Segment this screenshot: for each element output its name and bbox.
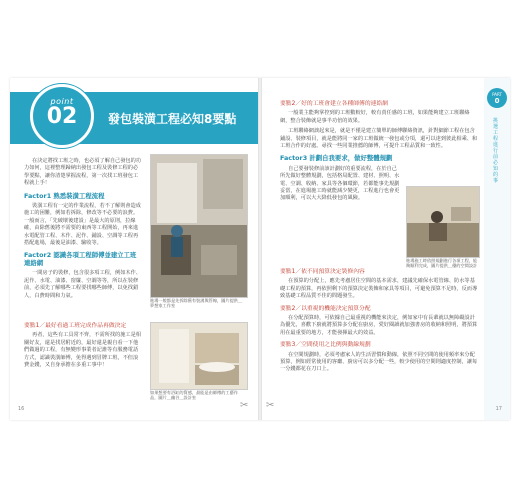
sub4-heading: 要點2／以重視的機能決定預算分配 [280,305,371,312]
worker-photo [406,186,480,258]
point-number: 02 [46,104,78,129]
bathroom-photo [150,322,248,390]
point-badge [30,84,94,148]
sub1-heading: 要點1／最好看過工班完成作品再做決定 [24,323,127,329]
scissors-icon: ✂ [240,400,249,411]
factor2-label: Factor2 [24,251,52,260]
book-spread [10,78,510,420]
intro-paragraph: 在決定將找工班之時，也必須了解自己發包的功力如何，這裡整理歸納出發包工程及裝修工程的必學要點，讓你清楚掌握流程，第一次找工班發包工程就上手！ [24,158,141,187]
page-title: 發包裝潢工程必知8要點 [108,112,237,126]
point-word: point [50,97,74,106]
factor1-paragraph: 裝潢工程有一定的作業流程，若不了解則會造成施工的困難，例如若拆除，修改等不必要的浪費。一般而言，「先破壞後建設」是最大的原則，拉線確，由除舊後將不需要的東西等工程開始，再來進水電配管工程、木作、泥作、鋪設、空調等工程再搭配進場，最後是油漆、驗收等。 [24,203,141,247]
factor3-heading [280,155,478,162]
sub1-block [24,318,142,369]
factor1-label: Factor1 [24,191,52,200]
sub2-paragraph-2: 工班聯絡網談起來是，就是不僅是建立簡單的師傅聯絡資訊，針對細節工程在包含鋪設、裝修項目，就是能將同一家的工班做統一發包或分項，還可以達到彼此相乘、和工班合作的好處。尋找一些同業推薦的師傅，可提升工程品質和一致性。 [280,128,478,150]
right-page [262,78,510,420]
bathroom-photo-image [151,323,247,389]
sub5-heading: 要點3／空間使用之比例與動線規劃 [280,342,371,349]
sub4-paragraph: 在分配預算時，可依據自己最重視的機能來決定，例如家中有長輩就以無障礙設計為優先，喜歡下廚就將預算多分配在廚房，愛好閱讀就加強書房的收納和照明，將預算用在最重要的地方，才能發揮最大的效益。 [280,315,478,336]
part-label: PART [492,92,502,97]
part-number: 0 [494,97,500,105]
sub3-paragraph: 在預算的分配上，應先考慮居住空間的基本需求，建議先確保水電管線、防水等基礎工程的預算，再依照剩下的預算決定裝飾和家具等項目，可避免預算不足時，反而導致基礎工程品質不佳的問題發生。 [280,278,478,300]
left-text-column [24,158,142,304]
factor2-heading [24,252,142,267]
factor2-paragraph: 一間房子的裝修，包含很多項工程，例如木作、泥作、水電、油漆、窗簾、空調等等，所以在裝修前，必須先了解哪些工程要找哪些師傅，以免找錯人，白費時間和力氣。 [24,270,141,299]
factor3-paragraph: 自己要發裝修前該計劃好的重要流程，在於自己所先做好整體規劃，包括格局配置、建材、照明、水電、空調、收納、家具等各個環節，若都能事先規劃妥當，在進場施工時就能減少變更，工程進行也會更加順利，可以大大降低發包的風險。 [280,165,400,202]
scissors-icon-right: ✂ [266,400,275,411]
right-page-number: 17 [495,406,502,412]
worker-photo-image [407,187,479,257]
sub5-paragraph: 在空間規劃時，必須考慮家人的生活習慣和動線，依照不同空間的使用頻率來分配預算，例如經常使用的客廳、廚房可以多分配一些，較少使用的空間則適度控制，讓每一分錢都花在刀口上。 [280,351,478,373]
left-page-number: 16 [18,406,25,412]
factor2-title: 認識各項工程師傅並建立工班連絡網 [24,251,137,267]
factor3-label: Factor3 [280,154,308,163]
factor1-title: 熟悉裝潢工程流程 [53,191,105,200]
chapter-tab-text: 挑選工程進行前必知的事 [493,118,499,184]
chapter-side-tab [484,78,510,420]
sub1-paragraph: 再者，這些有工具常不齊，不需所找的施工是相關好友，還是找居附近的，最好還是親自看一下他們做過的工程，有無變形事業者記誰等有服務電話方式，認識裝潢師傅，免得遇到冒牌工班，不但浪費金錢，又自身承擔在多重工事中！ [24,332,141,369]
renovation-photo [150,154,248,298]
part-badge [487,88,507,108]
sub3-heading: 要點1／依不同預算決定裝修內容 [280,269,365,275]
factor1-heading [24,193,142,200]
photo-caption-2: 如果想要有浴缸的質感，最能是由師傅的工藝作品，圖片＿幽谷＿設計室 [150,390,238,401]
renovation-photo-image [151,155,247,297]
photo-caption-3: 進場施工時依照規劃進行各項工程，能夠順利完成，圖片提供＿優的空間設計 [406,258,478,269]
sub2-paragraph-1: 一般業主能夠掌控到的工班數較好，較有責任感的工班，如果能夠建立工班聯絡網，整合裝飾就是事半功倍的效果。 [280,110,470,124]
factor3-title: 計劃自我要求，做好整體規劃 [309,154,393,163]
sub2-heading: 要點2／好的工班會建立各種師傅的連絡網 [280,101,389,107]
photo-caption-1: 進場一般都是先拆除舊有裝潢與管線，圖片提供＿夢想家工作室 [150,298,243,309]
left-page [10,78,258,420]
budget-section [280,264,478,374]
